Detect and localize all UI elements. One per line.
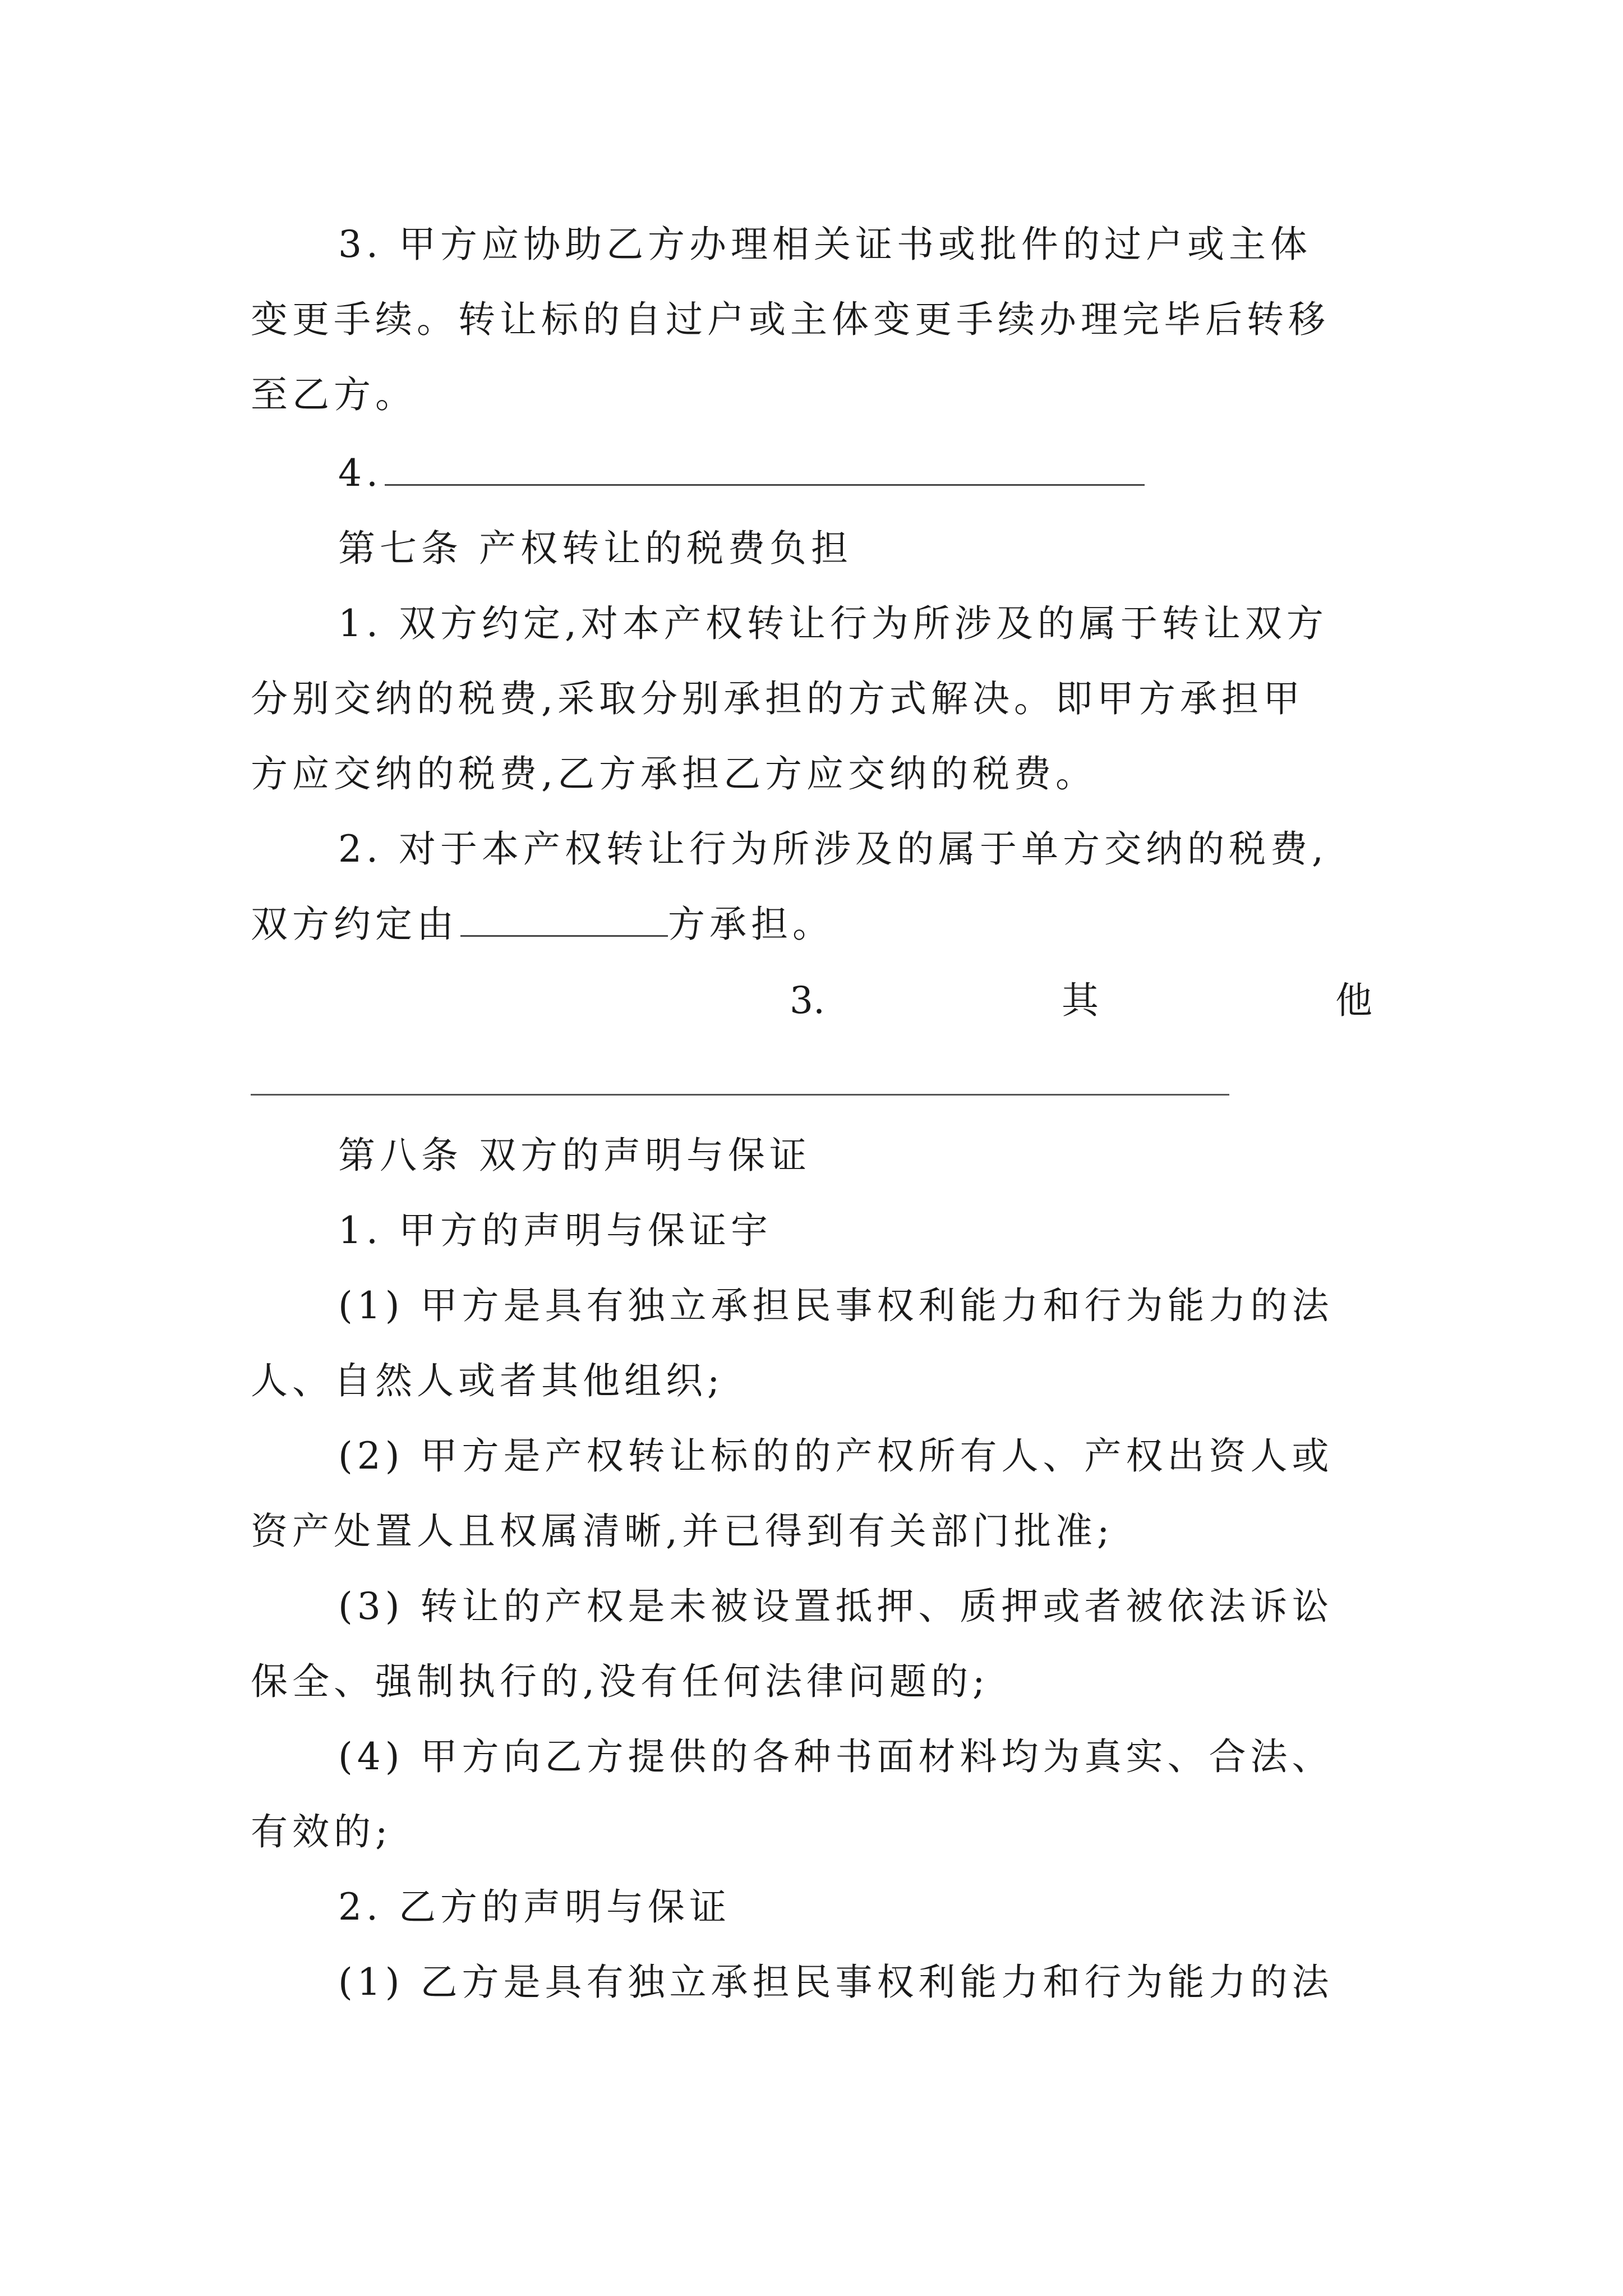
clause-8-1-1-line-1: (1) 甲方是具有独立承担民事权利能力和行为能力的法 [338,1284,1334,1327]
clause-8-1-2-line-1: (2) 甲方是产权转让标的的产权所有人、产权出资人或 [338,1434,1334,1478]
clause-8-1-4-line-1: (4) 甲方向乙方提供的各种书面材料均为真实、合法、 [338,1735,1334,1778]
clause-7-2-text-after-blank: 方承担。 [668,903,834,946]
clause-8-1-2-line-2: 资产处置人且权属清晰,并已得到有关部门批准; [251,1510,1114,1553]
clause-7-2-line-2 [251,898,1372,951]
fill-in-blank [460,901,668,937]
clause-7-2-text-before-blank: 双方约定由 [251,903,458,946]
clause-6-4-number: 4. [338,452,382,495]
clause-6-3-line-1: 3. 甲方应协助乙方办理相关证书或批件的过户或主体 [338,223,1312,266]
clause-8-1-4-line-2: 有效的; [251,1810,393,1853]
fill-in-blank [385,450,1145,486]
clause-7-1-line-2: 分别交纳的税费,采取分别承担的方式解决。即甲方承担甲 [251,677,1304,720]
clause-8-1-1-line-2: 人、自然人或者其他组织; [251,1359,725,1402]
clause-8-1-title: 1. 甲方的声明与保证宇 [338,1209,772,1252]
article-8-title: 第八条 双方的声明与保证 [338,1134,811,1177]
clause-8-1-3-line-1: (3) 转让的产权是未被设置抵押、质押或者被依法诉讼 [338,1585,1334,1628]
clause-8-2-1-line-1: (1) 乙方是具有独立承担民事权利能力和行为能力的法 [338,1961,1334,2004]
fill-in-blank [251,1094,1229,1096]
clause-7-3-word-1: 其 [1061,979,1099,1022]
clause-7-1-line-3: 方应交纳的税费,乙方承担乙方应交纳的税费。 [251,752,1097,795]
clause-7-3-line [790,974,1372,1028]
clause-7-2-line-1: 2. 对于本产权转让行为所涉及的属于单方交纳的税费, [338,827,1328,871]
clause-6-3-line-2: 变更手续。转让标的自过户或主体变更手续办理完毕后转移 [251,298,1330,341]
article-7-title: 第七条 产权转让的税费负担 [338,527,852,570]
clause-7-1-line-1: 1. 双方约定,对本产权转让行为所涉及的属于转让双方 [338,602,1328,645]
clause-8-2-title: 2. 乙方的声明与保证 [338,1885,731,1929]
clause-8-1-3-line-2: 保全、强制执行的,没有任何法律问题的; [251,1660,990,1703]
clause-7-3-word-2: 他 [1335,979,1372,1022]
clause-6-3-line-3: 至乙方。 [251,373,417,416]
clause-7-3-number: 3. [790,979,825,1022]
clause-6-4 [338,447,1460,500]
